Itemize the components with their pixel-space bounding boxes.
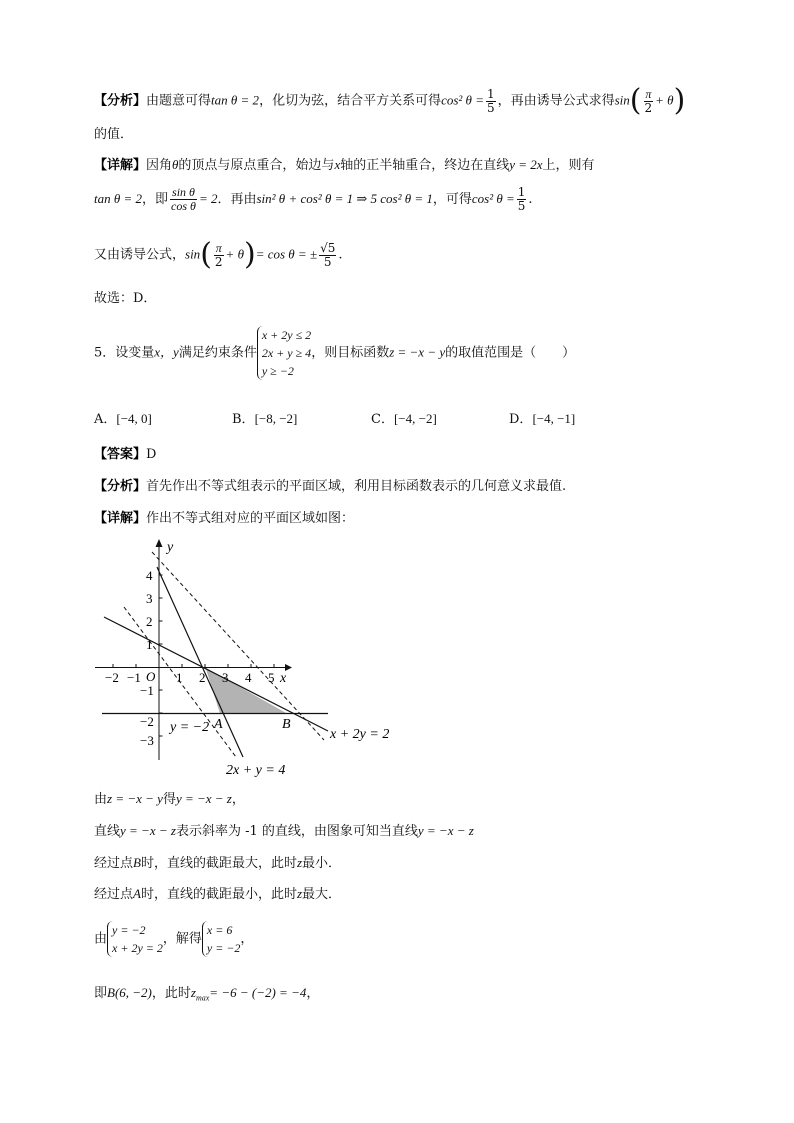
math: θ [172, 157, 179, 172]
detail2-line-5 [94, 921, 253, 957]
detail2-line-2 [94, 822, 474, 841]
text: 满足约束条件 [178, 345, 257, 361]
detail2-line-4 [94, 885, 341, 904]
math: B [133, 855, 141, 870]
math: cos² θ = [441, 92, 484, 108]
conclusion [94, 290, 156, 308]
detail2-line-3 [94, 854, 341, 873]
equation-system: y = −2 x + 2y = 2 [107, 921, 163, 957]
x-tick-label: 4 [245, 670, 252, 685]
text: 的值． [94, 127, 134, 142]
point-b-label: B [282, 717, 291, 732]
answer-tag: 【答案】 [94, 447, 147, 462]
text: 时，直线的截距最大，此时 [140, 856, 297, 871]
feasible-region-graph [88, 535, 408, 780]
y-axis-label: y [167, 540, 174, 555]
answer [94, 446, 156, 464]
x-axis-label: x [280, 671, 287, 686]
text: 时，直线的截距最小，此时 [140, 887, 297, 902]
math: y = 2x [509, 157, 543, 172]
fraction: $\frac{\pi}{2}$ [644, 86, 653, 115]
math: sin [614, 92, 630, 108]
math: = −6 − (−2) = −4 [209, 985, 307, 1000]
text: 经过点 [94, 856, 134, 871]
text: ，此时 [151, 986, 191, 1001]
detail2-line-1 [94, 790, 245, 809]
text: 最大． [302, 887, 342, 902]
math: cos² θ = [471, 191, 515, 206]
fraction: $\frac{√5}{5}$ [320, 240, 336, 269]
x-tick-label: −2 [105, 670, 119, 685]
detail-2 [94, 510, 354, 528]
option-a: A．[−4, 0] [94, 411, 152, 427]
text: ，解得 [162, 931, 202, 947]
detail-line-3: 又由诱导公式，sin( $\frac{\pi}{2}$ + θ)= cos θ = ± $\frac{√5}{5}$ . [94, 237, 343, 272]
text: 最小． [302, 856, 342, 871]
text: ， [240, 931, 254, 947]
math: sin [185, 246, 201, 262]
text: ，则目标函数 [311, 345, 390, 361]
solution-system: x = 6 y = −2 [202, 921, 241, 957]
math: sin² θ + cos² θ = 1 ⇒ 5 cos² θ = 1 [256, 191, 433, 206]
point-a-label: A [214, 717, 223, 732]
y-tick-label: −1 [140, 683, 154, 698]
detail-line-1 [94, 156, 595, 175]
text: 的顶点与原点重合，始边与 [178, 158, 335, 173]
y-tick-label: 2 [146, 614, 153, 629]
math: z = −x − y [389, 344, 446, 360]
math: tan θ = 2 [211, 92, 260, 108]
option-d: D．[−4, −1] [509, 411, 576, 427]
x-tick-label: −1 [127, 670, 141, 685]
math: z = −x − y [107, 791, 163, 806]
math: x，y [154, 344, 179, 360]
text: 经过点 [94, 887, 134, 902]
x-tick-label: 1 [176, 670, 183, 685]
y-tick-label: −2 [140, 714, 154, 729]
math: y = −x − z [175, 791, 232, 806]
label-line2: 2x + y = 4 [226, 763, 286, 778]
x-axis-arrow [285, 664, 292, 671]
math: y = −x − z [417, 823, 474, 838]
question-number: 5．设变量 [94, 345, 155, 361]
text: 首先作出不等式组表示的平面区域，利用目标函数表示的几何意义求最值. [146, 479, 567, 494]
text: ，可得 [432, 192, 472, 207]
text: ．再由 [217, 192, 257, 207]
fraction: $\frac{\pi}{2}$ [214, 240, 223, 269]
y-tick-label: −3 [140, 733, 154, 748]
text: 又由诱导公式， [94, 247, 186, 263]
analysis-line-1: 【分析】由题意可得tan θ = 2，化切为弦，结合平方关系可得cos² θ = $\frac{1}{5}$ ，再由诱导公式求得sin( $\frac{\pi}{2}$ + θ) [94, 83, 686, 118]
text: . [338, 247, 343, 263]
y-axis-arrow [156, 539, 163, 547]
question-5 [94, 326, 575, 380]
text: 表示斜率为 -1 的直线，由图象可知当直线 [175, 824, 418, 839]
option-c: C．[−4, −2] [371, 411, 437, 427]
text: 得 [162, 792, 176, 807]
text: 作出不等式组对应的平面区域如图： [146, 511, 355, 526]
analysis-tag: 【分析】 [94, 479, 147, 494]
math: = cos θ = ± [255, 246, 318, 262]
math: z [296, 855, 303, 870]
answer-value: D [146, 447, 157, 462]
math: z [190, 985, 196, 1000]
math: x [334, 157, 341, 172]
y-tick-label: 4 [146, 568, 153, 583]
detail2-line-6 [94, 984, 319, 1008]
text: ，再由诱导公式求得 [497, 93, 615, 109]
analysis-line-2 [94, 126, 133, 144]
x-tick-label: 2 [199, 670, 206, 685]
math: tan θ = 2 [94, 191, 143, 206]
text: ，即 [142, 192, 169, 207]
math: y = −x − z [120, 823, 176, 838]
text: 上，则有 [542, 158, 595, 173]
text: 由 [94, 931, 108, 947]
text: ， [231, 792, 245, 807]
y-tick-label: 1 [146, 637, 153, 652]
detail-tag: 【详解】 [94, 158, 147, 173]
label-y-eq: y = −2 [170, 720, 210, 735]
math: + θ [225, 246, 244, 262]
analysis-2 [94, 478, 566, 496]
text: 直线 [94, 824, 121, 839]
x-tick-label: 5 [268, 670, 275, 685]
text: 即 [94, 986, 108, 1001]
constraint-system: x + 2y ≤ 2 2x + y ≥ 4 y ≥ −2 [257, 326, 311, 380]
text: 由 [94, 792, 108, 807]
detail-line-2 [94, 186, 533, 213]
text: 故选：D． [94, 291, 157, 306]
text: 的取值范围是（ ） [445, 345, 576, 361]
x-tick-label: 3 [222, 670, 229, 685]
math: = 2 [198, 191, 218, 206]
text: . [528, 192, 533, 207]
subscript: max [195, 993, 210, 1003]
label-line1: x + 2y = 2 [330, 727, 390, 742]
math: B(6, −2) [107, 985, 152, 1000]
text: ， [306, 986, 320, 1001]
y-tick-label: 3 [146, 591, 153, 606]
text: 由题意可得 [146, 93, 212, 109]
math: z [296, 886, 303, 901]
option-b: B．[−8, −2] [232, 411, 298, 427]
detail-tag: 【详解】 [94, 511, 147, 526]
text: ，化切为弦，结合平方关系可得 [259, 93, 442, 109]
text: 因角 [146, 158, 173, 173]
analysis-tag: 【分析】 [94, 93, 147, 109]
fraction: $\frac{1}{5}$ [486, 86, 495, 115]
math: + θ [655, 92, 674, 108]
fraction: $\frac{1}{5}$ [517, 185, 526, 213]
text: 轴的正半轴重合，终边在直线 [340, 158, 510, 173]
origin-label: O [146, 669, 156, 684]
math: A [133, 886, 141, 901]
fraction: $\frac{\text{sin θ}}{\text{cos θ}}$ [171, 185, 196, 213]
